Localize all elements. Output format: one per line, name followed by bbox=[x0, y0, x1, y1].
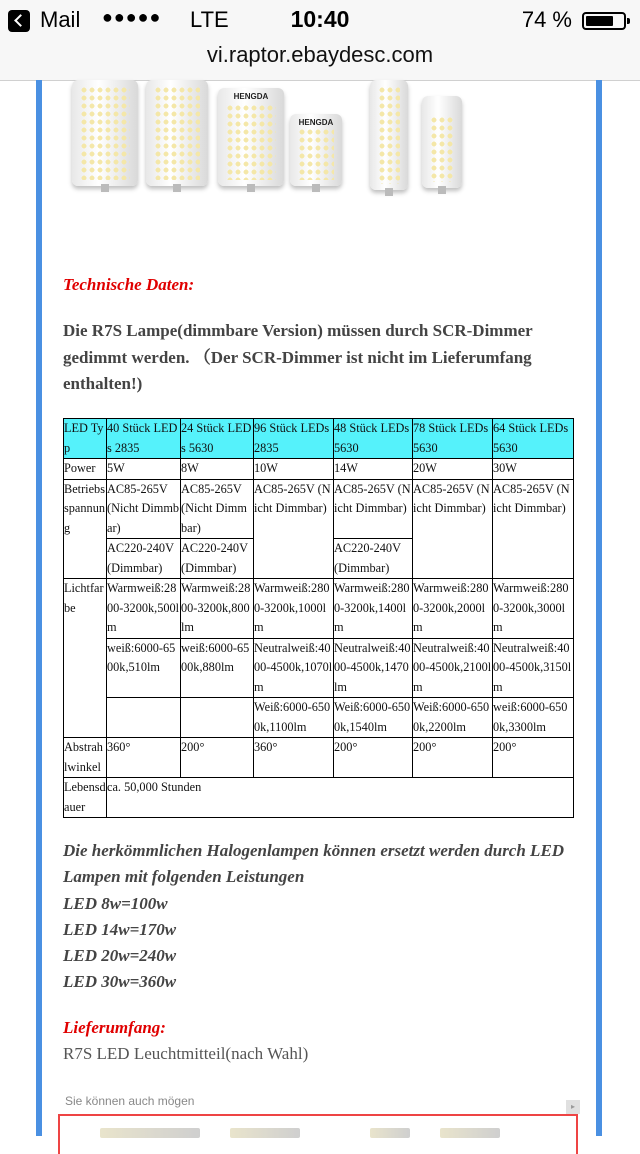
signal-strength: ●●●●● bbox=[102, 7, 162, 27]
wattage-line: LED 30w=360w bbox=[63, 972, 177, 992]
battery-icon bbox=[582, 12, 626, 30]
battery-percent: 74 % bbox=[521, 7, 572, 32]
table-header: 24 Stück LEDs 5630 bbox=[181, 419, 254, 459]
wattage-line: LED 14w=170w bbox=[63, 919, 177, 939]
row-label: Lichtfarbe bbox=[64, 579, 107, 738]
table-cell: 360° bbox=[254, 738, 334, 778]
table-row bbox=[64, 459, 574, 480]
scope-heading: Lieferumfang: bbox=[63, 1018, 166, 1037]
table-cell: AC85-265V (Nicht Dimmbar) bbox=[493, 479, 574, 579]
table-row bbox=[64, 638, 574, 698]
table-cell: Warmweiß:2800-3200k,1400lm bbox=[334, 579, 413, 639]
table-cell: AC85-265V (Nicht Dimmbar) bbox=[107, 479, 181, 539]
recommendations-label: Sie können auch mögen bbox=[65, 1094, 195, 1108]
table-row bbox=[64, 778, 574, 818]
table-header: 40 Stück LEDs 2835 bbox=[107, 419, 181, 459]
table-cell: Warmweiß:2800-3200k,3000lm bbox=[493, 579, 574, 639]
table-cell: Warmweiß:2800-3200k,500lm bbox=[107, 579, 181, 639]
table-cell: 200° bbox=[493, 738, 574, 778]
table-cell bbox=[181, 698, 254, 738]
table-row bbox=[64, 579, 574, 639]
table-cell: Neutralweiß:4000-4500k,1070lm bbox=[254, 638, 334, 698]
table-cell: 10W bbox=[254, 459, 334, 480]
table-cell: Warmweiß:2800-3200k,2000lm bbox=[413, 579, 493, 639]
table-row bbox=[64, 419, 574, 459]
table-cell: Neutralweiß:4000-4500k,1470lm bbox=[334, 638, 413, 698]
ad-choices-icon[interactable]: ▸ bbox=[566, 1100, 580, 1114]
table-cell: 20W bbox=[413, 459, 493, 480]
table-cell: AC85-265V (Nicht Dimmbar) bbox=[334, 479, 413, 539]
lamp-image-5 bbox=[370, 80, 408, 190]
table-row bbox=[64, 738, 574, 778]
address-bar[interactable] bbox=[0, 40, 640, 81]
url-text: vi.raptor.ebaydesc.com bbox=[206, 42, 434, 67]
table-cell: AC220-240V (Dimmbar) bbox=[181, 539, 254, 579]
table-cell: 200° bbox=[413, 738, 493, 778]
table-cell: Weiß:6000-6500k,1100lm bbox=[254, 698, 334, 738]
table-cell: 200° bbox=[181, 738, 254, 778]
recommended-item-thumbnail[interactable] bbox=[440, 1128, 500, 1138]
table-cell: Neutralweiß:4000-4500k,3150lm bbox=[493, 638, 574, 698]
row-label: Betriebsspannung bbox=[64, 479, 107, 579]
table-header: LED Typ bbox=[64, 419, 107, 459]
wattage-line: LED 20w=240w bbox=[63, 946, 177, 966]
wattage-line: LED 8w=100w bbox=[63, 893, 168, 913]
clock: 10:40 bbox=[290, 6, 350, 32]
table-cell: Warmweiß:2800-3200k,800lm bbox=[181, 579, 254, 639]
halogen-intro: Die herkömmlichen Halogenlampen können ersetzt werden durch LED Lampen mit folgenden Leistungen bbox=[63, 841, 565, 887]
lamp-image-6 bbox=[422, 96, 462, 188]
recommended-item-thumbnail[interactable] bbox=[100, 1128, 200, 1138]
lamp-image-2 bbox=[146, 80, 208, 186]
table-cell bbox=[107, 698, 181, 738]
lamp-image-1 bbox=[72, 80, 138, 186]
table-row bbox=[64, 479, 574, 539]
lamp-image-4: HENGDA bbox=[290, 114, 342, 186]
table-header: 78 Stück LEDs 5630 bbox=[413, 419, 493, 459]
lamp-image-3: HENGDA bbox=[218, 88, 284, 186]
row-label: Lebensdauer bbox=[64, 778, 107, 818]
table-cell: AC220-240V (Dimmbar) bbox=[107, 539, 181, 579]
table-cell: Warmweiß:2800-3200k,1000lm bbox=[254, 579, 334, 639]
table-cell: Neutralweiß:4000-4500k,2100lm bbox=[413, 638, 493, 698]
table-row bbox=[64, 698, 574, 738]
table-cell: Weiß:6000-6500k,1540lm bbox=[334, 698, 413, 738]
table-cell: AC85-265V (Nicht Dimmbar) bbox=[181, 479, 254, 539]
table-header: 64 Stück LEDs 5630 bbox=[493, 419, 574, 459]
table-cell: 8W bbox=[181, 459, 254, 480]
row-label: Abstrahlwinkel bbox=[64, 738, 107, 778]
table-cell: weiß:6000-6500k,880lm bbox=[181, 638, 254, 698]
table-cell: weiß:6000-6500k,3300lm bbox=[493, 698, 574, 738]
product-image bbox=[70, 80, 480, 210]
table-header: 48 Stück LEDs 5630 bbox=[334, 419, 413, 459]
halogen-replacement-text bbox=[63, 838, 593, 996]
table-cell: AC85-265V (Nicht Dimmbar) bbox=[254, 479, 334, 579]
table-cell: 360° bbox=[107, 738, 181, 778]
table-cell: weiß:6000-6500k,510lm bbox=[107, 638, 181, 698]
spec-table bbox=[63, 418, 574, 818]
table-cell: Weiß:6000-6500k,2200lm bbox=[413, 698, 493, 738]
table-cell: AC85-265V (Nicht Dimmbar) bbox=[413, 479, 493, 579]
row-label: Power bbox=[64, 459, 107, 480]
tech-data-heading: Technische Daten: bbox=[63, 275, 195, 294]
table-cell: 30W bbox=[493, 459, 574, 480]
recommended-item-thumbnail[interactable] bbox=[370, 1128, 410, 1138]
network-type: LTE bbox=[190, 7, 229, 32]
recommended-item-thumbnail[interactable] bbox=[230, 1128, 300, 1138]
dimmer-notice: Die R7S Lampe(dimmbare Version) müssen durch SCR-Dimmer gedimmt werden. （Der SCR-Dimmer ist nicht im Lieferumfang enthalten!) bbox=[63, 321, 533, 393]
table-header: 96 Stück LEDs 2835 bbox=[254, 419, 334, 459]
table-cell: AC220-240V (Dimmbar) bbox=[334, 539, 413, 579]
back-app-label[interactable]: Mail bbox=[40, 7, 81, 32]
status-bar bbox=[0, 0, 640, 40]
table-cell: ca. 50,000 Stunden bbox=[107, 778, 574, 818]
table-cell: 5W bbox=[107, 459, 181, 480]
table-cell: 200° bbox=[334, 738, 413, 778]
scope-text: R7S LED Leuchtmitteil(nach Wahl) bbox=[63, 1044, 309, 1063]
table-cell: 14W bbox=[334, 459, 413, 480]
